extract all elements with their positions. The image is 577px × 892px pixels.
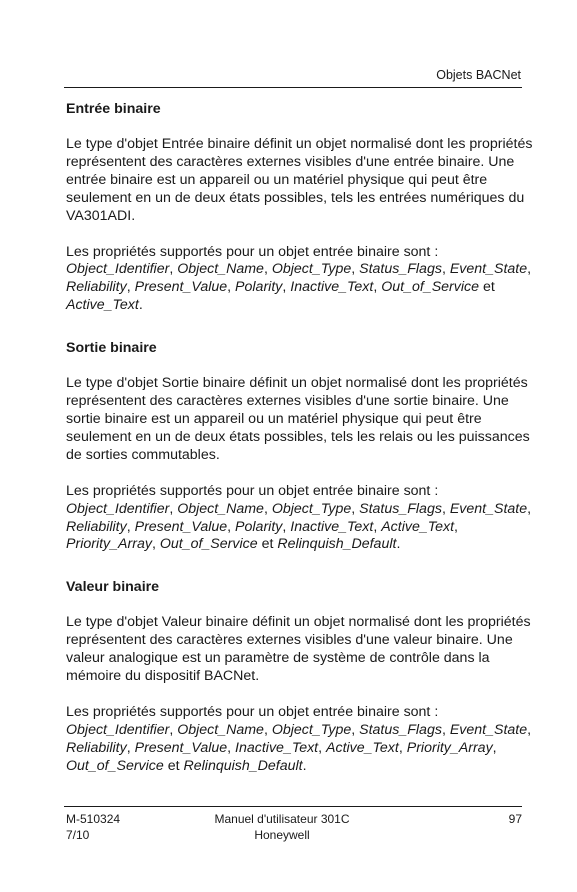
property-separator: , [263, 721, 272, 738]
company-name: Honeywell [254, 828, 310, 842]
running-header: Objets BACNet [436, 68, 521, 82]
page-content [66, 100, 536, 776]
property-separator: , [227, 279, 236, 296]
property-separator: , [263, 261, 272, 278]
properties-paragraph [66, 244, 536, 316]
property-name: Object_Name [177, 721, 264, 738]
property-name: Object_Type [271, 261, 352, 278]
property-name: Present_Value [134, 518, 228, 535]
property-name: Event_State [449, 261, 528, 278]
properties-paragraph [66, 483, 536, 555]
property-separator: , [169, 721, 178, 738]
property-name: Object_Name [177, 500, 264, 517]
property-separator: , [527, 261, 532, 278]
property-name: Object_Identifier [66, 261, 170, 278]
properties-intro: Les propriétés supportés pour un objet entrée binaire sont : [66, 703, 439, 720]
property-name: Present_Value [134, 279, 228, 296]
property-name: Out_of_Service [66, 757, 164, 774]
property-separator: . [396, 536, 401, 553]
property-separator: , [169, 261, 178, 278]
property-name: Event_State [449, 500, 528, 517]
property-name: Present_Value [134, 739, 228, 756]
section-heading: Sortie binaire [66, 340, 157, 357]
property-separator: , [441, 261, 450, 278]
property-separator: , [373, 518, 382, 535]
property-name: Status_Flags [359, 721, 442, 738]
section-description: Le type d'objet Entrée binaire définit un objet normalisé dont les propriétés représentent des caractères externes visibles d'une entrée binaire. Une entrée binaire est un appareil ou un matériel physique qui peut être seulement en un de deux états possibles, tels les entrées numériques du VA301ADI. [66, 136, 533, 224]
property-name: Relinquish_Default [183, 757, 303, 774]
property-separator: . [138, 297, 143, 314]
property-name: Inactive_Text [235, 739, 319, 756]
section-heading: Valeur binaire [66, 579, 160, 596]
property-list [66, 261, 531, 313]
property-separator: , [126, 518, 135, 535]
property-name: Status_Flags [359, 261, 442, 278]
footer-center [66, 811, 498, 843]
property-list [66, 501, 531, 553]
property-separator: , [373, 279, 382, 296]
manual-title: Manuel d'utilisateur 301C [214, 812, 350, 826]
header-divider [64, 87, 522, 88]
property-name: Priority_Array [66, 536, 152, 553]
section-description: Le type d'objet Sortie binaire définit un objet normalisé dont les propriétés représentent des caractères externes visibles d'une sortie binaire. Une sortie binaire est un appareil ou un matériel physique qui peut être seulement en un de deux états possibles, tels les relais ou les puissances de sorties commutables. [66, 375, 530, 463]
section-description: Le type d'objet Valeur binaire définit un objet normalisé dont les propriétés représentent des caractères externes visibles d'une valeur binaire. Une valeur analogique est un paramètre de système de contrôle dans la mémoire du dispositif BACNet. [66, 614, 531, 685]
property-separator: , [492, 739, 497, 756]
section-heading: Entrée binaire [66, 101, 161, 117]
property-separator: et [479, 279, 495, 296]
property-separator: , [126, 739, 135, 756]
property-name: Reliability [66, 739, 127, 756]
footer-divider [64, 806, 522, 807]
property-name: Event_State [449, 721, 528, 738]
property-separator: , [126, 279, 135, 296]
property-separator: , [227, 739, 236, 756]
property-name: Out_of_Service [159, 536, 258, 553]
property-name: Polarity [235, 518, 283, 535]
property-separator: , [318, 739, 327, 756]
section-binary-value [66, 578, 536, 775]
property-separator: , [282, 518, 291, 535]
property-name: Object_Identifier [66, 721, 170, 738]
property-separator: , [441, 500, 450, 517]
property-name: Object_Type [271, 721, 352, 738]
property-separator: , [169, 500, 178, 517]
property-name: Inactive_Text [290, 518, 374, 535]
property-name: Object_Name [177, 261, 264, 278]
property-separator: . [302, 757, 307, 774]
properties-paragraph [66, 704, 536, 776]
property-separator: , [227, 518, 236, 535]
property-list [66, 722, 531, 774]
property-separator: , [527, 500, 532, 517]
property-separator: , [351, 500, 360, 517]
section-binary-input [66, 100, 536, 315]
property-separator: , [441, 721, 450, 738]
properties-intro: Les propriétés supportés pour un objet entrée binaire sont : [66, 243, 439, 260]
property-separator: , [351, 261, 360, 278]
property-separator: , [454, 518, 458, 535]
property-separator: , [282, 279, 291, 296]
property-separator: et [163, 757, 184, 774]
property-separator: , [527, 721, 532, 738]
property-name: Reliability [66, 518, 127, 535]
document-date: 7/10 [66, 828, 90, 842]
property-name: Polarity [235, 279, 283, 296]
property-name: Object_Identifier [66, 500, 170, 517]
property-name: Out_of_Service [381, 279, 480, 296]
document-number: M-510324 [66, 812, 121, 826]
property-name: Reliability [66, 279, 127, 296]
property-name: Status_Flags [359, 500, 442, 517]
property-separator: et [257, 536, 278, 553]
property-separator: , [263, 500, 272, 517]
property-name: Priority_Array [406, 739, 493, 756]
property-name: Inactive_Text [290, 279, 374, 296]
property-separator: , [351, 721, 360, 738]
property-separator: , [398, 739, 407, 756]
properties-intro: Les propriétés supportés pour un objet entrée binaire sont : [66, 482, 439, 499]
page-number: 97 [508, 812, 522, 826]
property-name: Object_Type [271, 500, 352, 517]
property-name: Active_Text [326, 739, 399, 756]
property-name: Relinquish_Default [277, 536, 397, 553]
property-separator: , [151, 536, 160, 553]
section-binary-output [66, 339, 536, 554]
property-name: Active_Text [66, 297, 139, 314]
property-name: Active_Text [381, 518, 455, 535]
